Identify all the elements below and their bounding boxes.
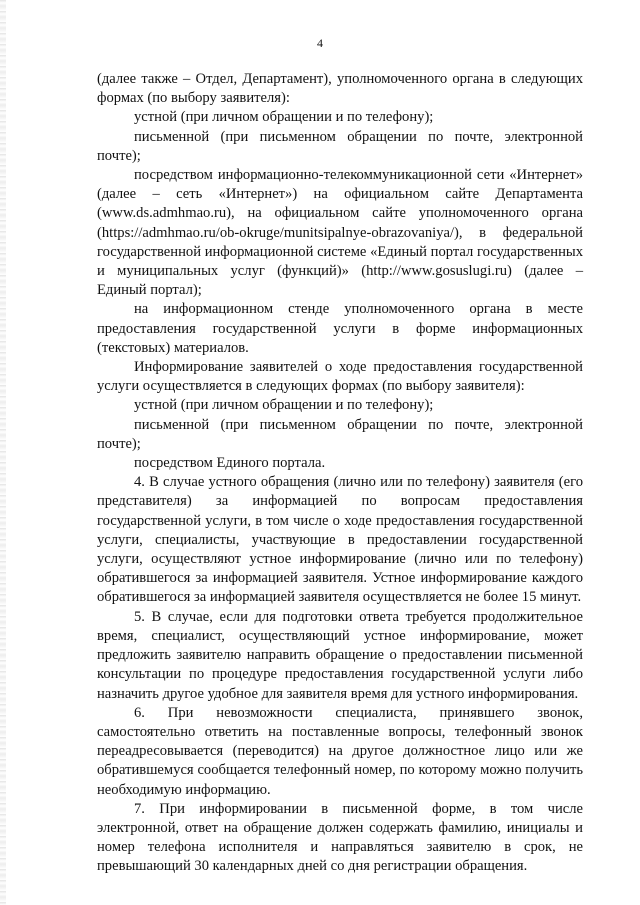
paragraph-10: 4. В случае устного обращения (лично или по телефону) заявителя (его представителя) за информацией по вопросам предоставления государственной услуги, в том числе о ходе предоставления государственной услуги, специалисты, участвующие в предоставлении государственной услуги, осуществляют устное информирование (лично или по телефону) обратившегося за информацией заявителя. Устное информирование каждого обратившегося за информацией заявителя осуществляется не более 15 минут. [97,474,583,606]
paragraph-7: устной (при личном обращении и по телефону); [134,397,434,414]
paragraph-12: 6. При невозможности специалиста, принявшего звонок, самостоятельно ответить на поставленные вопросы, телефонный звонок переадресовывается (переводится) на другое должностное лицо или же обратившемуся сообщается телефонный номер, по которому можно получить необходимую информацию. [97,704,583,798]
paragraph-5: на информационном стенде уполномоченного органа в месте предоставления государственной услуги в форме информационных (текстовых) материалов. [97,301,583,356]
scan-edge [0,0,6,905]
paragraph-13: 7. При информировании в письменной форме, в том числе электронной, ответ на обращение должен содержать фамилию, инициалы и номер телефона исполнителя и направляться заявителю в срок, не превышающий 30 календарных дней со дня регистрации обращения. [97,800,583,875]
paragraph-2: устной (при личном обращении и по телефону); [134,109,434,126]
paragraph-4: посредством информационно-телекоммуникационной сети «Интернет» (далее – сеть «Интернет») на официальном сайте Департамента (www.ds.admhmao.ru), на официальном сайте уполномоченного органа (https://admhmao.ru/ob-okruge/munitsipalnye-obrazovaniya/), в федеральной государственной информационной системе «Единый портал государственных и муниципальных услуг (функций)» (http://www.gosuslugi.ru) (далее – Единый портал); [97,167,583,299]
paragraph-1: (далее также – Отдел, Департамент), уполномоченного органа в следующих формах (по выбору заявителя): [97,71,583,107]
document-body [97,70,583,877]
page-number: 4 [317,36,323,50]
paragraph-8: письменной (при письменном обращении по почте, электронной почте); [97,416,583,452]
paragraph-3: письменной (при письменном обращении по почте, электронной почте); [97,128,583,164]
paragraph-9: посредством Единого портала. [134,455,326,472]
paragraph-6: Информирование заявителей о ходе предоставления государственной услуги осуществляется в следующих формах (по выбору заявителя): [97,359,583,395]
paragraph-11: 5. В случае, если для подготовки ответа требуется продолжительное время, специалист, осуществляющий устное информирование, может предложить заявителю направить обращение о предоставлении письменной консультации по процедуре предоставления государственной услуги либо назначить другое удобное для заявителя время для устного информирования. [97,608,583,702]
